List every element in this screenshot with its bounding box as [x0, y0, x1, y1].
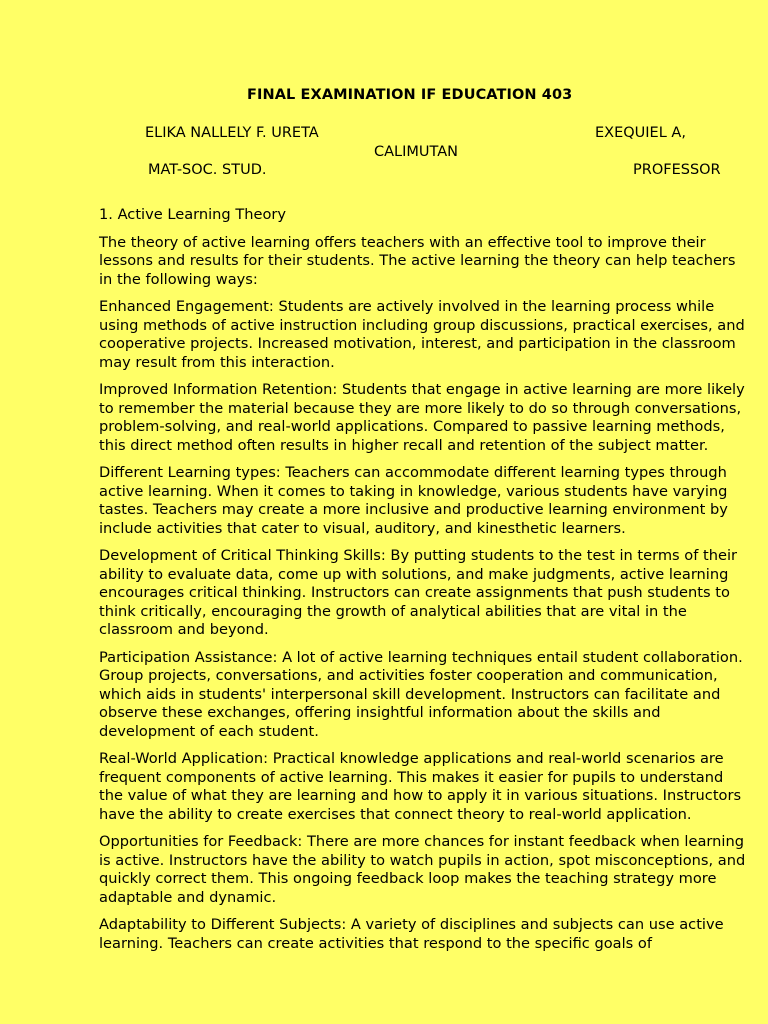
paragraph-real-world-application: Real-World Application: Practical knowledge applications and real-world scenarios are frequent components of active learning. This makes it easier for pupils to understand the value of what they are learning and how to apply it in various situations. Instructors have the ability to create exercises that connect theory to real-world application.: [99, 750, 742, 823]
paragraph-enhanced-engagement: Enhanced Engagement: Students are actively involved in the learning process while using methods of active instruction including group discussions, practical exercises, and cooperative projects. Increased motivation, interest, and participation in the classroom may result from this interaction.: [99, 298, 745, 371]
paragraph-participation-assistance: Participation Assistance: A lot of active learning techniques entail student collaboration. Group projects, conversations, and activities foster cooperation and communication, which aids in students' interpersonal skill development. Instructors can facilitate and observe these exchanges, offering insightful information about the skills and development of each student.: [99, 648, 743, 740]
document-body: [99, 206, 747, 963]
student-name: ELIKA NALLELY F. URETA: [145, 125, 319, 141]
paragraph-intro: The theory of active learning offers teachers with an effective tool to improve their lessons and results for their students. The active learning the theory can help teachers in the following ways:: [99, 233, 736, 288]
professor-name-line2: CALIMUTAN: [374, 144, 459, 160]
professor-role: PROFESSOR: [633, 162, 721, 178]
paragraph-critical-thinking: Development of Critical Thinking Skills: By putting students to the test in terms of their ability to evaluate data, come up with solutions, and make judgments, active learning encourages critical thinking. Instructors can create assignments that push students to think critically, encouraging the growth of analytical abilities that are vital in the classroom and beyond.: [99, 547, 738, 639]
paragraph-information-retention: Improved Information Retention: Students that engage in active learning are more likely to remember the material because they are more likely to do so through conversations, problem-solving, and real-world applications. Compared to passive learning methods, this direct method often results in higher recall and retention of the subject matter.: [99, 381, 745, 454]
paragraph-adaptability: Adaptability to Different Subjects: A variety of disciplines and subjects can use active learning. Teachers can create activities that respond to the specific goals of: [99, 916, 724, 952]
paragraph-feedback: Opportunities for Feedback: There are more chances for instant feedback when learning is active. Instructors have the ability to watch pupils in action, spot misconceptions, and quickly correct them. This ongoing feedback loop makes the teaching strategy more adaptable and dynamic.: [99, 833, 746, 906]
paragraph-learning-types: Different Learning types: Teachers can accommodate different learning types through active learning. When it comes to taking in knowledge, various students have varying tastes. Teachers may create a more inclusive and productive learning environment by include activities that cater to visual, auditory, and kinesthetic learners.: [99, 464, 728, 537]
section-heading: 1. Active Learning Theory: [99, 206, 287, 223]
student-program: MAT-SOC. STUD.: [148, 162, 267, 178]
professor-name-line1: EXEQUIEL A,: [595, 125, 686, 141]
document-title: FINAL EXAMINATION IF EDUCATION 403: [247, 87, 573, 103]
